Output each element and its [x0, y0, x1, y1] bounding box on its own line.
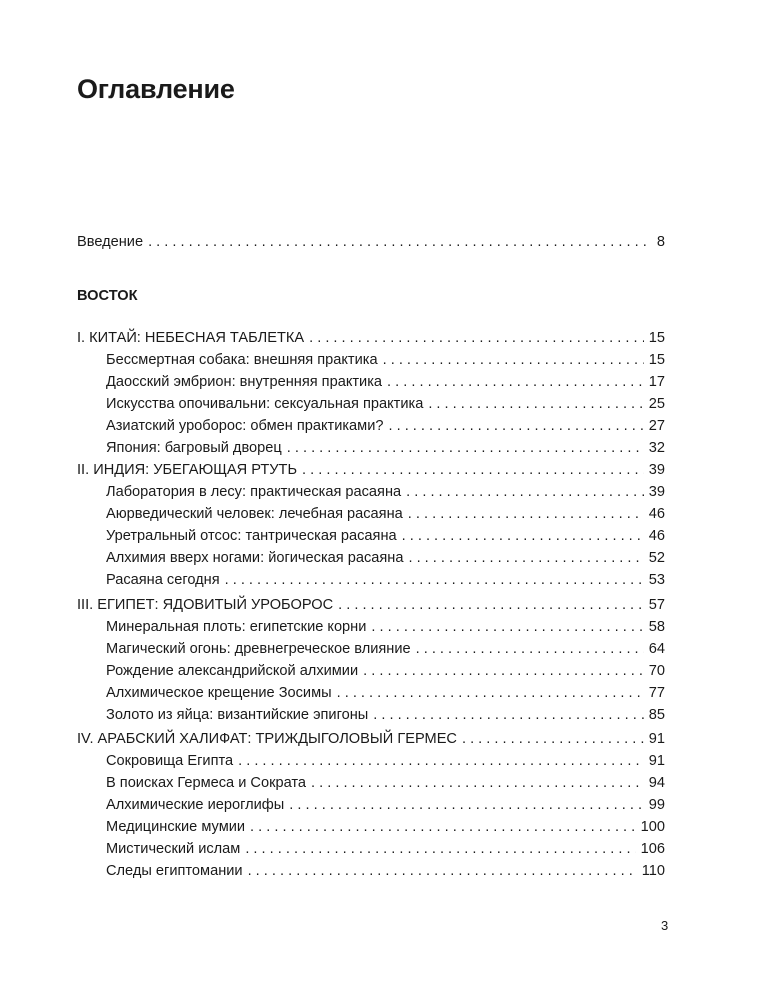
dot-leader: [383, 350, 644, 370]
toc-item[interactable]: [106, 570, 665, 590]
toc-item-label: Бессмертная собака: внешняя практика: [106, 352, 378, 368]
page-number: 3: [661, 918, 669, 933]
toc-item-page: 91: [648, 753, 665, 769]
toc-chapter[interactable]: [77, 328, 665, 348]
section-heading: ВОСТОК: [77, 288, 138, 304]
toc-item-label: Искусства опочивальни: сексуальная практика: [106, 396, 424, 412]
toc-item[interactable]: [106, 438, 665, 458]
toc-item-label: Уретральный отсос: тантрическая расаяна: [106, 528, 397, 544]
toc-item[interactable]: [106, 639, 665, 659]
toc-item-label: Рождение александрийской алхимии: [106, 663, 359, 679]
dot-leader: [388, 416, 643, 436]
toc-item[interactable]: [106, 504, 665, 524]
toc-chapter-page: 15: [648, 330, 665, 346]
toc-item-page: 85: [648, 707, 665, 723]
toc-item-label: Мистический ислам: [106, 841, 241, 857]
toc-chapter[interactable]: [77, 460, 665, 480]
toc-chapter[interactable]: [77, 729, 665, 749]
toc-item[interactable]: [106, 683, 665, 703]
toc-item-page: 53: [648, 572, 665, 588]
toc-item-page: 58: [648, 619, 665, 635]
toc-item-label: Следы египтомании: [106, 863, 243, 879]
dot-leader: [338, 595, 644, 615]
toc-item-label: Золото из яйца: византийские эпигоны: [106, 707, 369, 723]
toc-chapter-label: III. ЕГИПЕТ: ЯДОВИТЫЙ УРОБОРОС: [77, 597, 334, 613]
toc-item-page: 46: [648, 528, 665, 544]
dot-leader: [287, 438, 644, 458]
toc-item-page: 27: [648, 418, 665, 434]
dot-leader: [250, 817, 636, 837]
toc-chapter-page: 91: [648, 731, 665, 747]
toc-item-page: 32: [648, 440, 665, 456]
toc-item[interactable]: [106, 751, 665, 771]
toc-item[interactable]: [106, 350, 665, 370]
toc-item[interactable]: [106, 773, 665, 793]
toc-item-page: 46: [648, 506, 665, 522]
toc-chapter-page: 39: [648, 462, 665, 478]
toc-item-label: Алхимическое крещение Зосимы: [106, 685, 332, 701]
toc-item-label: Даосский эмбрион: внутренняя практика: [106, 374, 383, 390]
toc-item[interactable]: [106, 482, 665, 502]
toc-item-page: 52: [648, 550, 665, 566]
toc-item-page: 94: [648, 775, 665, 791]
toc-item-page: 106: [640, 841, 665, 857]
dot-leader: [248, 861, 637, 881]
toc-item-label: Алхимические иероглифы: [106, 797, 285, 813]
dot-leader: [408, 504, 644, 524]
toc-item[interactable]: [106, 795, 665, 815]
dot-leader: [302, 460, 644, 480]
dot-leader: [408, 548, 643, 568]
dot-leader: [428, 394, 643, 414]
toc-item-page: 110: [641, 863, 665, 879]
toc-item-label: В поисках Гермеса и Сократа: [106, 775, 307, 791]
toc-chapter[interactable]: [77, 595, 665, 615]
dot-leader: [416, 639, 644, 659]
toc-chapter-label: I. КИТАЙ: НЕБЕСНАЯ ТАБЛЕТКА: [77, 330, 305, 346]
toc-item-page: 25: [648, 396, 665, 412]
toc-item[interactable]: [106, 839, 665, 859]
page-title: Оглавление: [77, 74, 235, 104]
toc-item-label: Магический огонь: древнегреческое влияние: [106, 641, 411, 657]
toc-item-label: Минеральная плоть: египетские корни: [106, 619, 367, 635]
dot-leader: [363, 661, 644, 681]
toc-chapter-page: 57: [648, 597, 665, 613]
dot-leader: [406, 482, 644, 502]
toc-item[interactable]: [106, 526, 665, 546]
dot-leader: [387, 372, 644, 392]
toc-chapter-label: IV. АРАБСКИЙ ХАЛИФАТ: ТРИЖДЫГОЛОВЫЙ ГЕРМЕС: [77, 731, 457, 747]
toc-entry-label: Введение: [77, 234, 144, 250]
toc-item[interactable]: [106, 617, 665, 637]
toc-item-page: 77: [648, 685, 665, 701]
toc-item-page: 15: [648, 352, 665, 368]
toc-item-page: 100: [640, 819, 665, 835]
toc-item[interactable]: [106, 705, 665, 725]
dot-leader: [402, 526, 644, 546]
dot-leader: [371, 617, 643, 637]
toc-item-page: 99: [648, 797, 665, 813]
dot-leader: [148, 232, 652, 252]
toc-item-label: Япония: багровый дворец: [106, 440, 282, 456]
toc-item-label: Лаборатория в лесу: практическая расаяна: [106, 484, 402, 500]
toc-item-page: 17: [648, 374, 665, 390]
toc-item-label: Алхимия вверх ногами: йогическая расаяна: [106, 550, 404, 566]
toc-item[interactable]: [106, 372, 665, 392]
toc-entry-page: 8: [656, 234, 665, 250]
dot-leader: [238, 751, 644, 771]
dot-leader: [337, 683, 644, 703]
dot-leader: [311, 773, 644, 793]
toc-chapter-label: II. ИНДИЯ: УБЕГАЮЩАЯ РТУТЬ: [77, 462, 298, 478]
dot-leader: [245, 839, 635, 859]
dot-leader: [462, 729, 644, 749]
toc-item-label: Расаяна сегодня: [106, 572, 220, 588]
toc-item[interactable]: [106, 394, 665, 414]
toc-item-label: Сокровища Египта: [106, 753, 234, 769]
toc-item[interactable]: [106, 661, 665, 681]
toc-item[interactable]: [106, 817, 665, 837]
toc-item-page: 39: [648, 484, 665, 500]
dot-leader: [309, 328, 644, 348]
toc-item-page: 64: [648, 641, 665, 657]
dot-leader: [289, 795, 643, 815]
toc-item-label: Азиатский уроборос: обмен практиками?: [106, 418, 384, 434]
toc-item-label: Медицинские мумии: [106, 819, 246, 835]
toc-item[interactable]: [106, 416, 665, 436]
dot-leader: [225, 570, 644, 590]
toc-item[interactable]: [106, 548, 665, 568]
toc-item[interactable]: [106, 861, 665, 881]
toc-entry-intro[interactable]: [77, 232, 665, 252]
toc-item-page: 70: [648, 663, 665, 679]
dot-leader: [373, 705, 644, 725]
toc-item-label: Аюрведический человек: лечебная расаяна: [106, 506, 403, 522]
